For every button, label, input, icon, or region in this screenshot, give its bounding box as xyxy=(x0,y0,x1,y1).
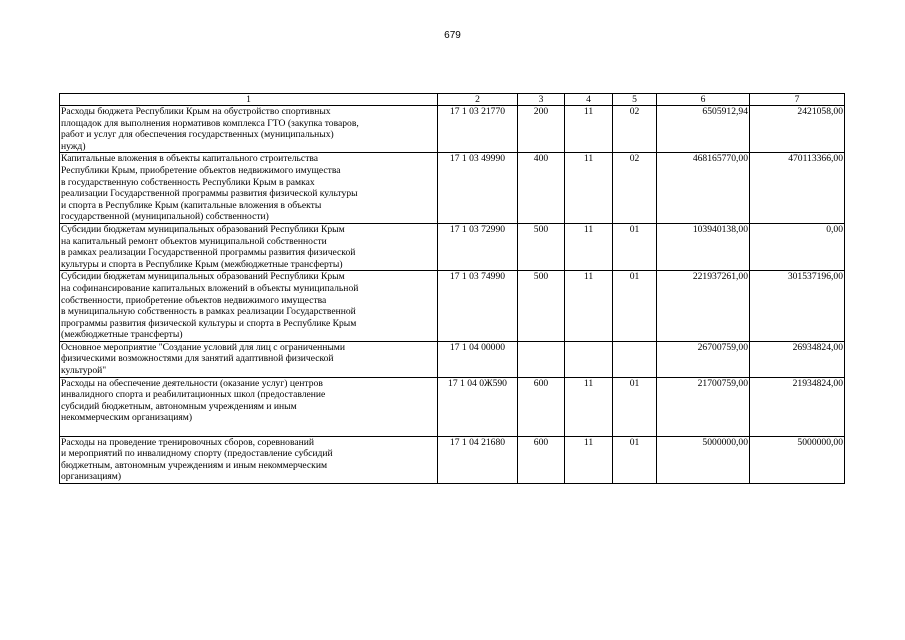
description-line: государственной (муниципальной) собственности) xyxy=(61,211,269,223)
description-line: Расходы на проведение тренировочных сборов, соревнований xyxy=(61,436,315,448)
description-line: инвалидного спорта и реабилитационных школ (предоставление xyxy=(61,389,326,401)
row-col5: 02 xyxy=(613,153,657,224)
row-col3: 200 xyxy=(518,106,565,153)
row-amount-7: 26934824,00 xyxy=(750,341,845,377)
row-amount-7: 470113366,00 xyxy=(750,153,845,224)
row-col3: 400 xyxy=(518,153,565,224)
description-line: и спорта в Республике Крым (капитальные вложения в объекты xyxy=(61,199,322,211)
row-code: 17 1 04 00000 xyxy=(438,341,518,377)
row-col5: 01 xyxy=(613,223,657,270)
row-amount-6: 103940138,00 xyxy=(657,223,750,270)
row-col5: 01 xyxy=(613,377,657,436)
description-line: (межбюджетные трансферты) xyxy=(61,329,183,341)
description-line: в рамках реализации Государственной программы развития физической xyxy=(61,247,356,259)
description-line: в государственную собственность Республики Крым в рамках xyxy=(61,176,315,188)
row-col5 xyxy=(613,341,657,377)
table-row xyxy=(60,271,845,342)
row-amount-6: 468165770,00 xyxy=(657,153,750,224)
row-amount-7: 2421058,00 xyxy=(750,106,845,153)
description-line: Расходы бюджета Республики Крым на обустройство спортивных xyxy=(61,106,331,117)
row-description xyxy=(60,271,438,342)
row-code: 17 1 03 21770 xyxy=(438,106,518,153)
row-description xyxy=(60,341,438,377)
description-line: Субсидии бюджетам муниципальных образований Республики Крым xyxy=(61,271,345,283)
row-col4: 11 xyxy=(565,106,613,153)
column-header-7: 7 xyxy=(750,94,845,106)
description-line: Республики Крым, приобретение объектов недвижимого имущества xyxy=(61,164,341,176)
description-line: нужд) xyxy=(61,140,86,152)
description-line: работ и услуг для обеспечения государственных (муниципальных) xyxy=(61,129,334,141)
row-amount-7: 0,00 xyxy=(750,223,845,270)
row-col4: 11 xyxy=(565,436,613,483)
row-col5: 01 xyxy=(613,436,657,483)
page-number: 679 xyxy=(444,30,461,41)
column-header-2: 2 xyxy=(438,94,518,106)
row-code: 17 1 03 72990 xyxy=(438,223,518,270)
row-amount-6: 26700759,00 xyxy=(657,341,750,377)
description-line: бюджетным, автономным учреждениям и иным некоммерческим xyxy=(61,459,328,471)
row-col3: 500 xyxy=(518,271,565,342)
table-row xyxy=(60,341,845,377)
row-code: 17 1 03 49990 xyxy=(438,153,518,224)
table-row xyxy=(60,436,845,483)
row-col3: 500 xyxy=(518,223,565,270)
column-header-3: 3 xyxy=(518,94,565,106)
column-header-1: 1 xyxy=(60,94,438,106)
description-line: реализации Государственной программы развития физической культуры xyxy=(61,188,358,200)
column-header-5: 5 xyxy=(613,94,657,106)
row-col5: 02 xyxy=(613,106,657,153)
row-col4: 11 xyxy=(565,377,613,436)
table-row xyxy=(60,106,845,153)
description-line: программы развития физической культуры и спорта в Республике Крым xyxy=(61,317,357,329)
row-col5: 01 xyxy=(613,271,657,342)
description-line: организациям) xyxy=(61,471,122,483)
description-line: некоммерческим организациям) xyxy=(61,412,193,424)
header-row xyxy=(60,94,845,106)
row-amount-7: 5000000,00 xyxy=(750,436,845,483)
row-description xyxy=(60,106,438,153)
description-line: Расходы на обеспечение деятельности (оказание услуг) центров xyxy=(61,377,323,389)
row-amount-7: 301537196,00 xyxy=(750,271,845,342)
row-code: 17 1 04 21680 xyxy=(438,436,518,483)
description-line: физическими возможностями для занятий адаптивной физической xyxy=(61,353,334,365)
description-line: Капитальные вложения в объекты капитального строительства xyxy=(61,153,319,165)
description-line: Субсидии бюджетам муниципальных образований Республики Крым xyxy=(61,223,345,235)
row-amount-6: 21700759,00 xyxy=(657,377,750,436)
row-code: 17 1 03 74990 xyxy=(438,271,518,342)
description-line: на софинансирование капитальных вложений в объекты муниципальной xyxy=(61,282,359,294)
description-line: субсидий бюджетным, автономным учреждениям и иным xyxy=(61,400,297,412)
row-col4 xyxy=(565,341,613,377)
row-description xyxy=(60,377,438,436)
description-line: на капитальный ремонт объектов муниципальной собственности xyxy=(61,235,327,247)
description-line: в муниципальную собственность в рамках реализации Государственной xyxy=(61,306,356,318)
row-col4: 11 xyxy=(565,271,613,342)
table-row xyxy=(60,223,845,270)
row-amount-6: 6505912,94 xyxy=(657,106,750,153)
description-line: Основное мероприятие "Создание условий для лиц с ограниченными xyxy=(61,341,346,353)
description-line: площадок для выполнения нормативов комплекса ГТО (закупка товаров, xyxy=(61,117,359,129)
row-col3: 600 xyxy=(518,436,565,483)
row-amount-6: 5000000,00 xyxy=(657,436,750,483)
description-line: культуры и спорта в Республике Крым (межбюджетные трансферты) xyxy=(61,258,343,270)
row-col3: 600 xyxy=(518,377,565,436)
table-row xyxy=(60,153,845,224)
budget-table xyxy=(59,93,845,484)
row-amount-6: 221937261,00 xyxy=(657,271,750,342)
row-col4: 11 xyxy=(565,223,613,270)
description-line: культурой" xyxy=(61,365,107,377)
row-description xyxy=(60,223,438,270)
row-amount-7: 21934824,00 xyxy=(750,377,845,436)
description-line: и мероприятий по инвалидному спорту (предоставление субсидий xyxy=(61,448,333,460)
row-code: 17 1 04 0Ж590 xyxy=(438,377,518,436)
row-description xyxy=(60,436,438,483)
row-col3 xyxy=(518,341,565,377)
row-col4: 11 xyxy=(565,153,613,224)
column-header-6: 6 xyxy=(657,94,750,106)
row-description xyxy=(60,153,438,224)
column-header-4: 4 xyxy=(565,94,613,106)
description-line: собственности, приобретение объектов недвижимого имущества xyxy=(61,294,327,306)
table-row xyxy=(60,377,845,436)
